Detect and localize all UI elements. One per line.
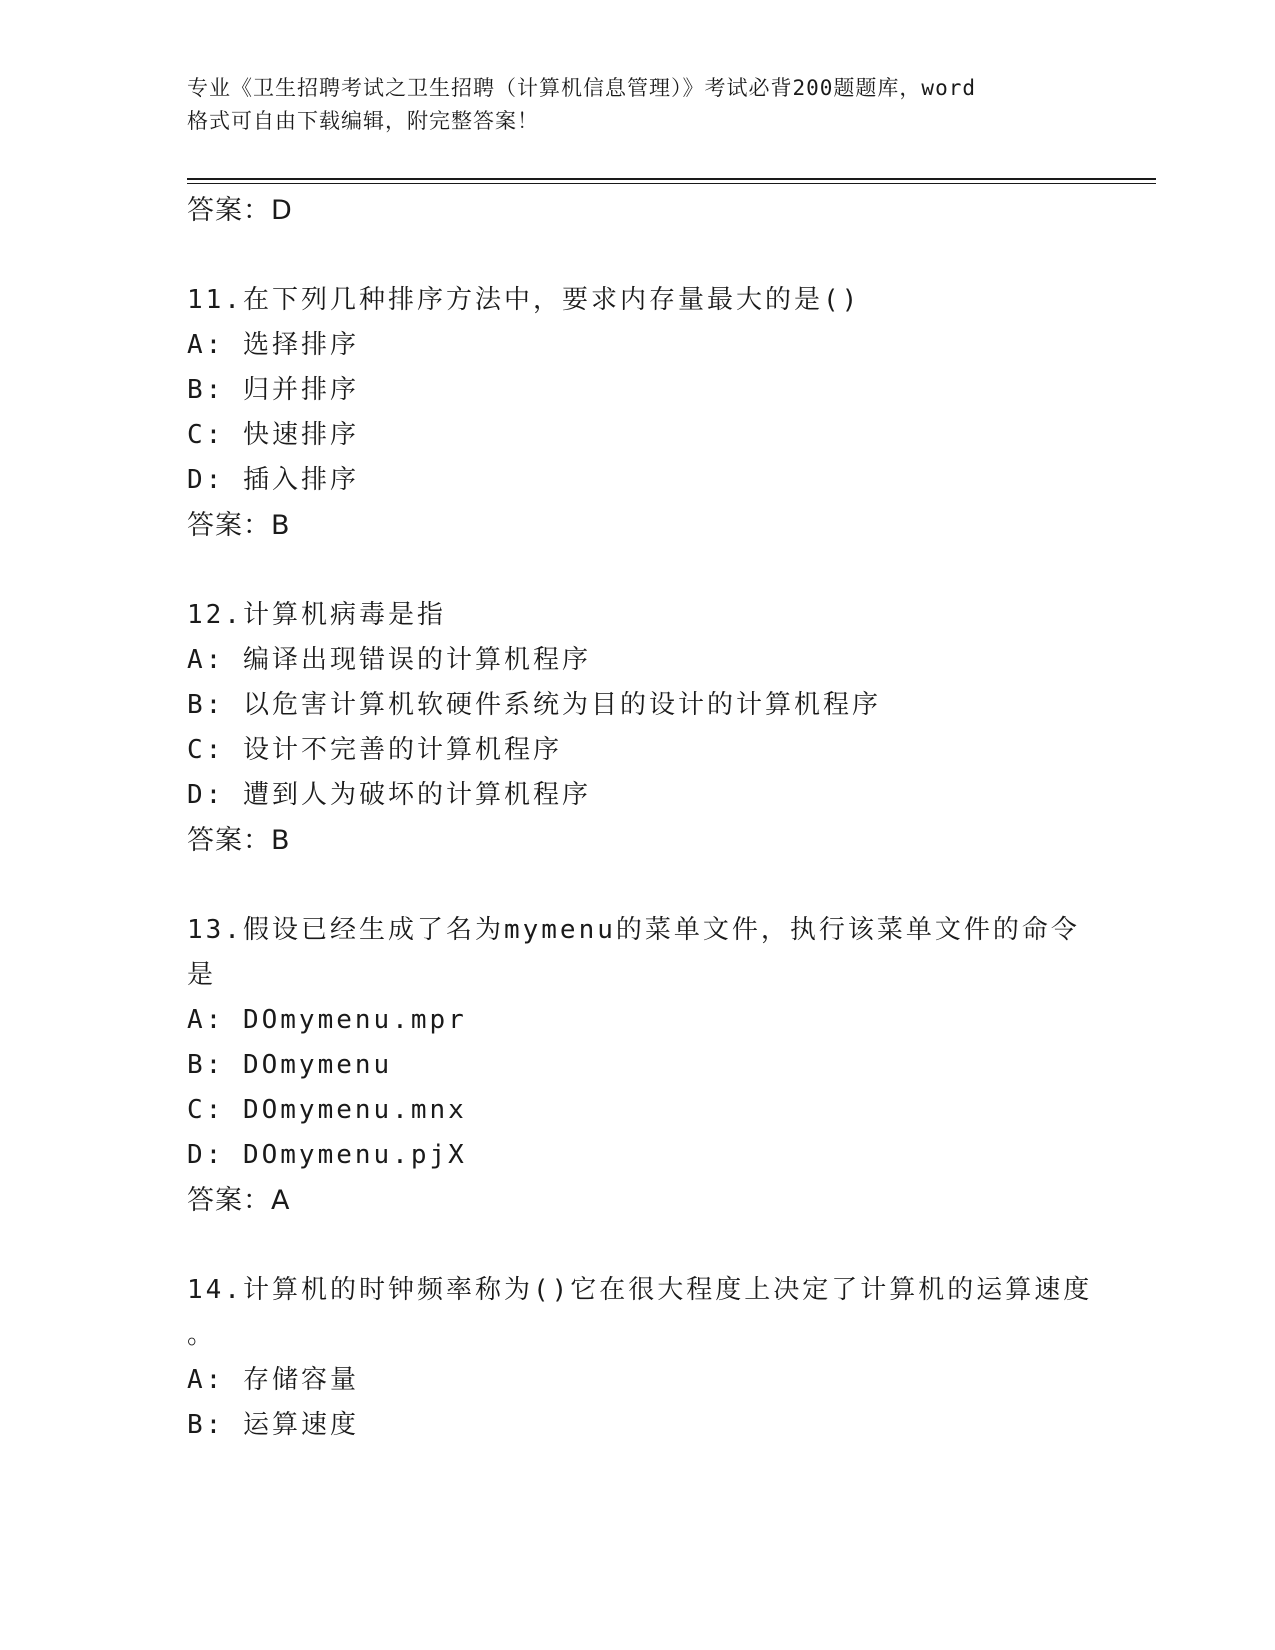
question-text-line-2: 。 xyxy=(187,1320,217,1350)
option-d: D: 插入排序 xyxy=(187,465,359,495)
question-text-line-1: 14.计算机的时钟频率称为()它在很大程度上决定了计算机的运算速度 xyxy=(187,1275,1093,1305)
option-b: B: DOmymenu xyxy=(187,1050,393,1080)
header-divider-thick xyxy=(187,178,1156,180)
document-header xyxy=(187,72,1087,138)
header-line-2: 格式可自由下载编辑，附完整答案！ xyxy=(187,109,539,133)
option-d: D: 遭到人为破坏的计算机程序 xyxy=(187,780,591,810)
option-b: B: 归并排序 xyxy=(187,375,359,405)
option-a: A: 存储容量 xyxy=(187,1365,359,1395)
answer: 答案：B xyxy=(187,825,291,856)
question-text-line-1: 13.假设已经生成了名为mymenu的菜单文件，执行该菜单文件的命令 xyxy=(187,915,1080,945)
answer: 答案：A xyxy=(187,1185,291,1216)
previous-answer: 答案：D xyxy=(187,195,293,226)
option-a: A: DOmymenu.mpr xyxy=(187,1005,467,1035)
question-text: 11.在下列几种排序方法中，要求内存量最大的是() xyxy=(187,285,861,315)
spacer xyxy=(187,1223,1107,1268)
question-text: 12.计算机病毒是指 xyxy=(187,600,446,630)
question-text-line-2: 是 xyxy=(187,960,217,990)
header-line-1: 专业《卫生招聘考试之卫生招聘（计算机信息管理）》考试必背200题题库，word xyxy=(187,76,976,100)
option-b: B: 运算速度 xyxy=(187,1410,359,1440)
spacer xyxy=(187,233,1107,278)
option-b: B: 以危害计算机软硬件系统为目的设计的计算机程序 xyxy=(187,690,881,720)
option-d: D: DOmymenu.pjX xyxy=(187,1140,467,1170)
option-c: C: 设计不完善的计算机程序 xyxy=(187,735,562,765)
option-c: C: DOmymenu.mnx xyxy=(187,1095,467,1125)
question-block-11 xyxy=(187,278,1107,548)
option-c: C: 快速排序 xyxy=(187,420,359,450)
question-block-14 xyxy=(187,1268,1107,1448)
header-divider-thin xyxy=(187,183,1156,184)
option-a: A: 编译出现错误的计算机程序 xyxy=(187,645,591,675)
question-block-12 xyxy=(187,593,1107,863)
question-list xyxy=(187,188,1107,1448)
answer: 答案：B xyxy=(187,510,291,541)
option-a: A: 选择排序 xyxy=(187,330,359,360)
question-block-13 xyxy=(187,908,1107,1223)
spacer xyxy=(187,548,1107,593)
spacer xyxy=(187,863,1107,908)
